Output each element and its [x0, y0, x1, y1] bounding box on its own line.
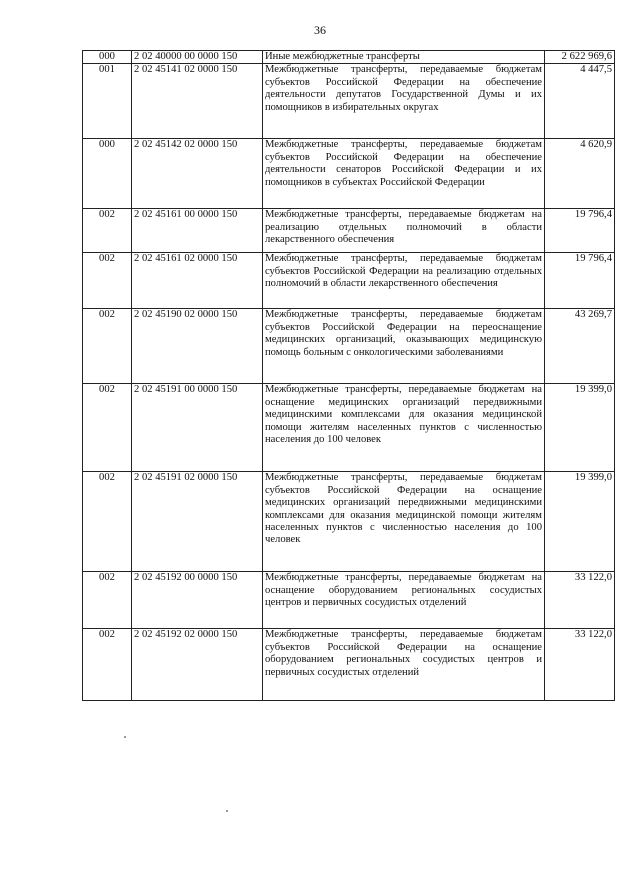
table-row [83, 51, 615, 64]
revenue-description-cell: Межбюджетные трансферты, передаваемые бюджетам субъектов Российской Федерации на оснащение медицинских организаций передвижными медицинскими комплексами для оказания медицинской помощи жителям населенных пунктов с численностью населения до 100 человек [263, 472, 545, 572]
admin-code-cell: 000 [83, 139, 132, 209]
admin-code-cell: 002 [83, 629, 132, 701]
amount-cell: 4 447,5 [545, 64, 615, 139]
admin-code-cell: 002 [83, 253, 132, 309]
amount-cell: 43 269,7 [545, 309, 615, 384]
budget-classification-code-cell: 2 02 45192 00 0000 150 [132, 572, 263, 629]
table-row [83, 139, 615, 209]
amount-cell: 19 399,0 [545, 472, 615, 572]
scan-speck [226, 810, 228, 812]
admin-code-cell: 002 [83, 472, 132, 572]
page-number: 36 [314, 23, 326, 37]
budget-classification-code-cell: 2 02 45161 00 0000 150 [132, 209, 263, 253]
budget-classification-code-cell: 2 02 45192 02 0000 150 [132, 629, 263, 701]
table-row [83, 209, 615, 253]
admin-code-cell: 002 [83, 309, 132, 384]
revenue-description-cell: Межбюджетные трансферты, передаваемые бюджетам на оснащение медицинских организаций передвижными медицинскими комплексами для оказания медицинской помощи жителям населенных пунктов с численностью населения до 100 человек [263, 384, 545, 472]
amount-cell: 19 796,4 [545, 253, 615, 309]
table-row [83, 253, 615, 309]
revenue-description-cell: Иные межбюджетные трансферты [263, 51, 545, 64]
revenue-description-cell: Межбюджетные трансферты, передаваемые бюджетам субъектов Российской Федерации на обеспечение деятельности сенаторов Российской Федерации и их помощников в субъектах Российской Федерации [263, 139, 545, 209]
budget-classification-code-cell: 2 02 45190 02 0000 150 [132, 309, 263, 384]
table-row [83, 384, 615, 472]
table-row [83, 472, 615, 572]
budget-revenue-table [82, 50, 615, 701]
amount-cell: 33 122,0 [545, 629, 615, 701]
revenue-description-cell: Межбюджетные трансферты, передаваемые бюджетам субъектов Российской Федерации на обеспечение деятельности депутатов Государственной Думы и их помощников в избирательных округах [263, 64, 545, 139]
amount-cell: 4 620,9 [545, 139, 615, 209]
budget-classification-code-cell: 2 02 45141 02 0000 150 [132, 64, 263, 139]
admin-code-cell: 001 [83, 64, 132, 139]
admin-code-cell: 002 [83, 209, 132, 253]
scan-speck [124, 736, 126, 738]
revenue-description-cell: Межбюджетные трансферты, передаваемые бюджетам субъектов Российской Федерации на реализацию отдельных полномочий в области лекарственного обеспечения [263, 253, 545, 309]
amount-cell: 33 122,0 [545, 572, 615, 629]
budget-classification-code-cell: 2 02 40000 00 0000 150 [132, 51, 263, 64]
admin-code-cell: 002 [83, 384, 132, 472]
amount-cell: 2 622 969,6 [545, 51, 615, 64]
budget-classification-code-cell: 2 02 45191 00 0000 150 [132, 384, 263, 472]
revenue-description-cell: Межбюджетные трансферты, передаваемые бюджетам на оснащение оборудованием региональных сосудистых центров и первичных сосудистых отделений [263, 572, 545, 629]
table-row [83, 64, 615, 139]
revenue-description-cell: Межбюджетные трансферты, передаваемые бюджетам на реализацию отдельных полномочий в области лекарственного обеспечения [263, 209, 545, 253]
table-row [83, 572, 615, 629]
budget-classification-code-cell: 2 02 45142 02 0000 150 [132, 139, 263, 209]
table-row [83, 309, 615, 384]
amount-cell: 19 796,4 [545, 209, 615, 253]
budget-classification-code-cell: 2 02 45161 02 0000 150 [132, 253, 263, 309]
revenue-description-cell: Межбюджетные трансферты, передаваемые бюджетам субъектов Российской Федерации на переоснащение медицинских организаций, оказывающих медицинскую помощь больным с онкологическими заболеваниями [263, 309, 545, 384]
amount-cell: 19 399,0 [545, 384, 615, 472]
admin-code-cell: 000 [83, 51, 132, 64]
admin-code-cell: 002 [83, 572, 132, 629]
budget-classification-code-cell: 2 02 45191 02 0000 150 [132, 472, 263, 572]
revenue-description-cell: Межбюджетные трансферты, передаваемые бюджетам субъектов Российской Федерации на оснащение оборудованием региональных сосудистых центров и первичных сосудистых отделений [263, 629, 545, 701]
table-row [83, 629, 615, 701]
